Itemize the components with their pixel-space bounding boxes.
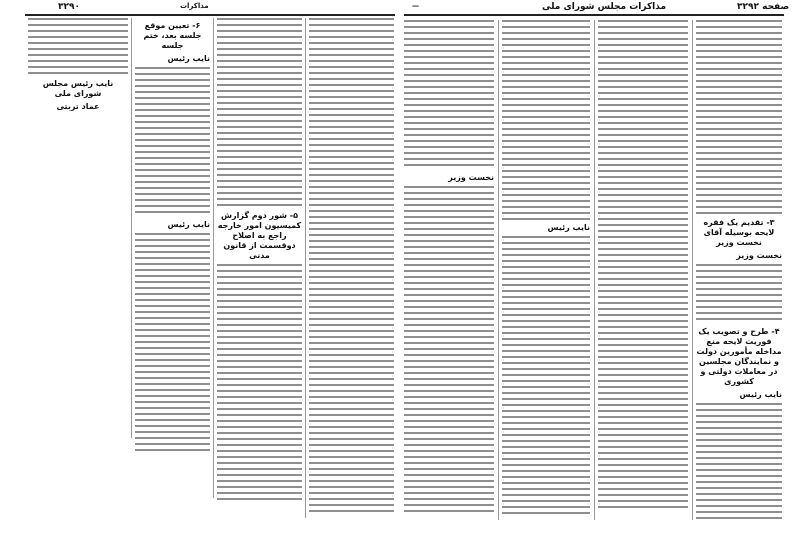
text-block <box>696 264 782 324</box>
heading-next-session: ۶- تعیین موقع جلسه بعد، ختم جلسه <box>143 21 202 50</box>
text-block <box>217 264 302 504</box>
signature-name: عماد تربتی <box>56 102 100 111</box>
heading-deputy-speaker-2: نایب رئیس <box>167 220 210 229</box>
column-divider <box>594 20 595 520</box>
left-page-number: ۳۲۹۰ <box>58 2 80 12</box>
heading-bill-submission: ۳- تقدیم یک فقره لایحه بوسیله آقای نخست وزیر <box>703 218 775 247</box>
heading-deputy-speaker: نایب رئیس <box>167 54 210 63</box>
heading-prime-minister: نخست وزیر <box>736 251 782 260</box>
heading-deputy-speaker-right: نایب رئیس <box>547 223 590 232</box>
text-block <box>696 403 782 523</box>
right-header-date: — <box>412 2 419 10</box>
left-column-4 <box>309 18 394 513</box>
text-block <box>404 20 494 170</box>
signature-title: نایب رئیس مجلس شورای ملی <box>42 79 114 98</box>
left-header-mark: مذاکرات <box>180 2 209 10</box>
right-column-4 <box>696 20 782 523</box>
text-block <box>28 18 128 76</box>
column-divider <box>498 20 499 520</box>
right-column-3 <box>598 20 688 510</box>
column-divider <box>131 18 132 438</box>
right-column-1 <box>404 20 494 516</box>
text-block <box>502 20 590 220</box>
text-block <box>404 186 494 516</box>
header-rule <box>25 14 395 16</box>
heading-prime-minister-2: نخست وزیر <box>448 173 494 182</box>
heading-deputy-speaker-right-2: نایب رئیس <box>739 390 782 399</box>
right-page-number: صفحه ۳۲۹۲ <box>737 2 790 12</box>
column-divider <box>305 18 306 518</box>
text-block <box>217 18 302 208</box>
heading-second-reading: ۵- شور دوم گزارش کمیسیون امور خارجه راجع به اصلاح دوقسمت از قانون مدنی <box>217 211 302 260</box>
text-block <box>135 67 210 217</box>
left-column-2 <box>135 18 210 453</box>
text-block <box>502 236 590 516</box>
text-block <box>135 233 210 453</box>
text-block <box>598 20 688 510</box>
left-column-3 <box>217 18 302 504</box>
heading-urgency-bill: ۴- طرح و تصویب یک فوریت لایحه منع مداخله مأمورین دولت و نمایندگان مجلسین در معاملات دولتی و کشوری <box>696 327 782 386</box>
right-page-title: مذاکرات مجلس شورای ملی <box>542 2 667 12</box>
text-block <box>309 18 394 513</box>
right-page <box>402 0 800 540</box>
column-divider <box>213 18 214 498</box>
left-column-1 <box>28 18 128 115</box>
right-column-2 <box>502 20 590 516</box>
text-block <box>696 20 782 215</box>
left-page <box>0 0 398 540</box>
header-rule <box>404 14 784 16</box>
column-divider <box>692 20 693 520</box>
